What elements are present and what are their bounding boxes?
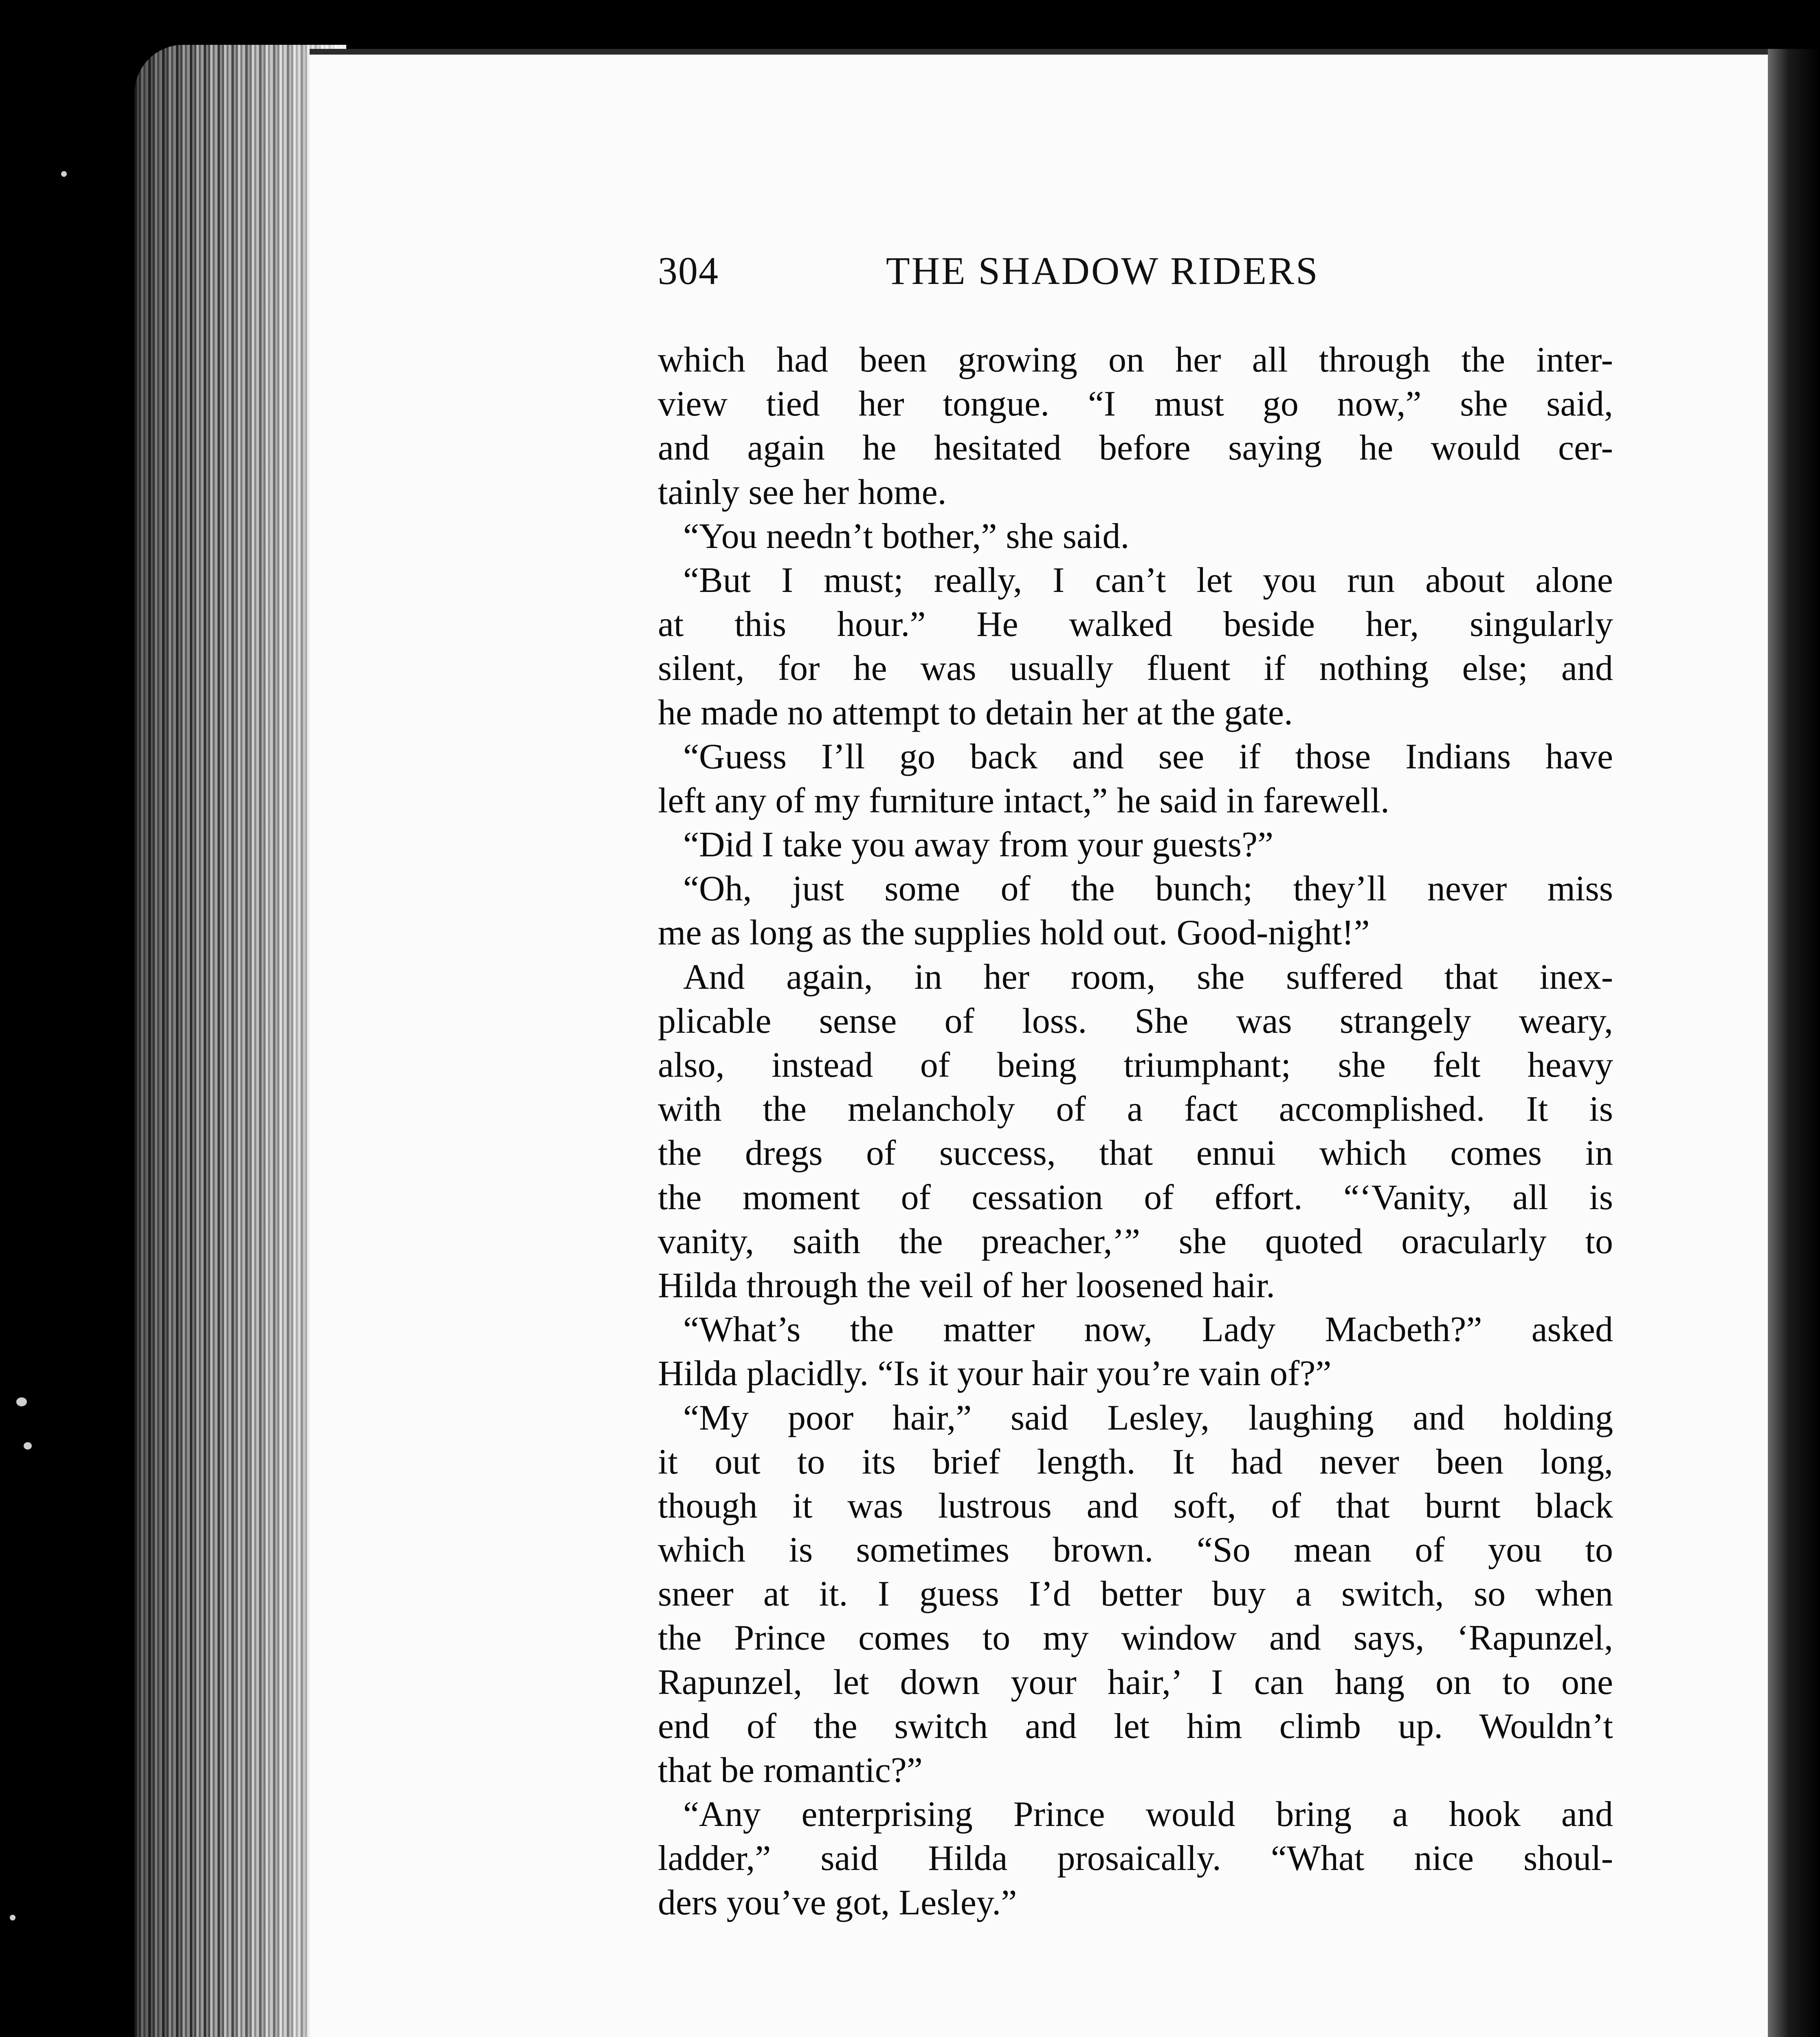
text-line: “You needn’t bother,” she said. [683,516,1130,556]
text-line: and again he hesitated before saying he would cer- [658,428,1613,468]
margin-speck [10,1915,15,1920]
text-line: “Did I take you away from your guests?” [683,825,1274,865]
text-line: view tied her tongue. “I must go now,” she said, [658,384,1613,424]
text-line: And again, in her room, she suffered that inex- [683,957,1613,997]
page-number: 304 [658,249,719,293]
text-line: end of the switch and let him climb up. Wouldn’t [658,1706,1613,1746]
text-line: which had been growing on her all through the inter- [658,340,1613,380]
margin-speck [61,171,67,177]
text-line: “Oh, just some of the bunch; they’ll never miss [683,869,1613,909]
text-line: sneer at it. I guess I’d better buy a switch, so when [658,1574,1613,1614]
text-line: plicable sense of loss. She was strangely weary, [658,1001,1613,1041]
text-line: “My poor hair,” said Lesley, laughing and holding [683,1398,1613,1438]
text-line: vanity, saith the preacher,’” she quoted oracularly to [658,1221,1613,1261]
page-gutter-shadow [1768,49,1820,2037]
text-line: at this hour.” He walked beside her, singularly [658,605,1613,645]
text-line: it out to its brief length. It had never been long, [658,1442,1613,1482]
text-line: the dregs of success, that ennui which comes in [658,1133,1613,1173]
text-line: though it was lustrous and soft, of that burnt black [658,1486,1613,1526]
text-line: left any of my furniture intact,” he said in farewell. [658,781,1389,821]
text-line: ladder,” said Hilda prosaically. “What nice shoul- [658,1839,1613,1879]
running-header [658,244,1613,297]
margin-speck [16,1397,27,1406]
text-line: “But I must; really, I can’t let you run about alone [683,560,1613,600]
text-line: which is sometimes brown. “So mean of you to [658,1530,1613,1570]
text-line: also, instead of being triumphant; she felt heavy [658,1045,1613,1085]
margin-speck [24,1442,32,1450]
text-line: “What’s the matter now, Lady Macbeth?” asked [683,1310,1613,1350]
book-title: THE SHADOW RIDERS [886,249,1319,293]
text-line: Hilda through the veil of her loosened hair. [658,1265,1275,1305]
text-line: “Any enterprising Prince would bring a hook and [683,1795,1613,1835]
text-line: the moment of cessation of effort. “‘Vanity, all is [658,1177,1613,1217]
text-line: the Prince comes to my window and says, ‘Rapunzel, [658,1618,1613,1658]
body-text [658,338,1613,1925]
text-line: me as long as the supplies hold out. Good-night!” [658,913,1370,953]
text-line: Hilda placidly. “Is it your hair you’re vain of?” [658,1354,1332,1394]
text-line: “Guess I’ll go back and see if those Indians have [683,737,1613,777]
text-line: tainly see her home. [658,472,947,512]
text-line: ders you’ve got, Lesley.” [658,1883,1017,1923]
text-line: Rapunzel, let down your hair,’ I can hang on to one [658,1662,1613,1702]
text-line: with the melancholy of a fact accomplished. It is [658,1089,1613,1129]
text-line: he made no attempt to detain her at the gate. [658,693,1293,733]
text-line: silent, for he was usually fluent if nothing else; and [658,649,1613,689]
text-line: that be romantic?” [658,1751,923,1790]
